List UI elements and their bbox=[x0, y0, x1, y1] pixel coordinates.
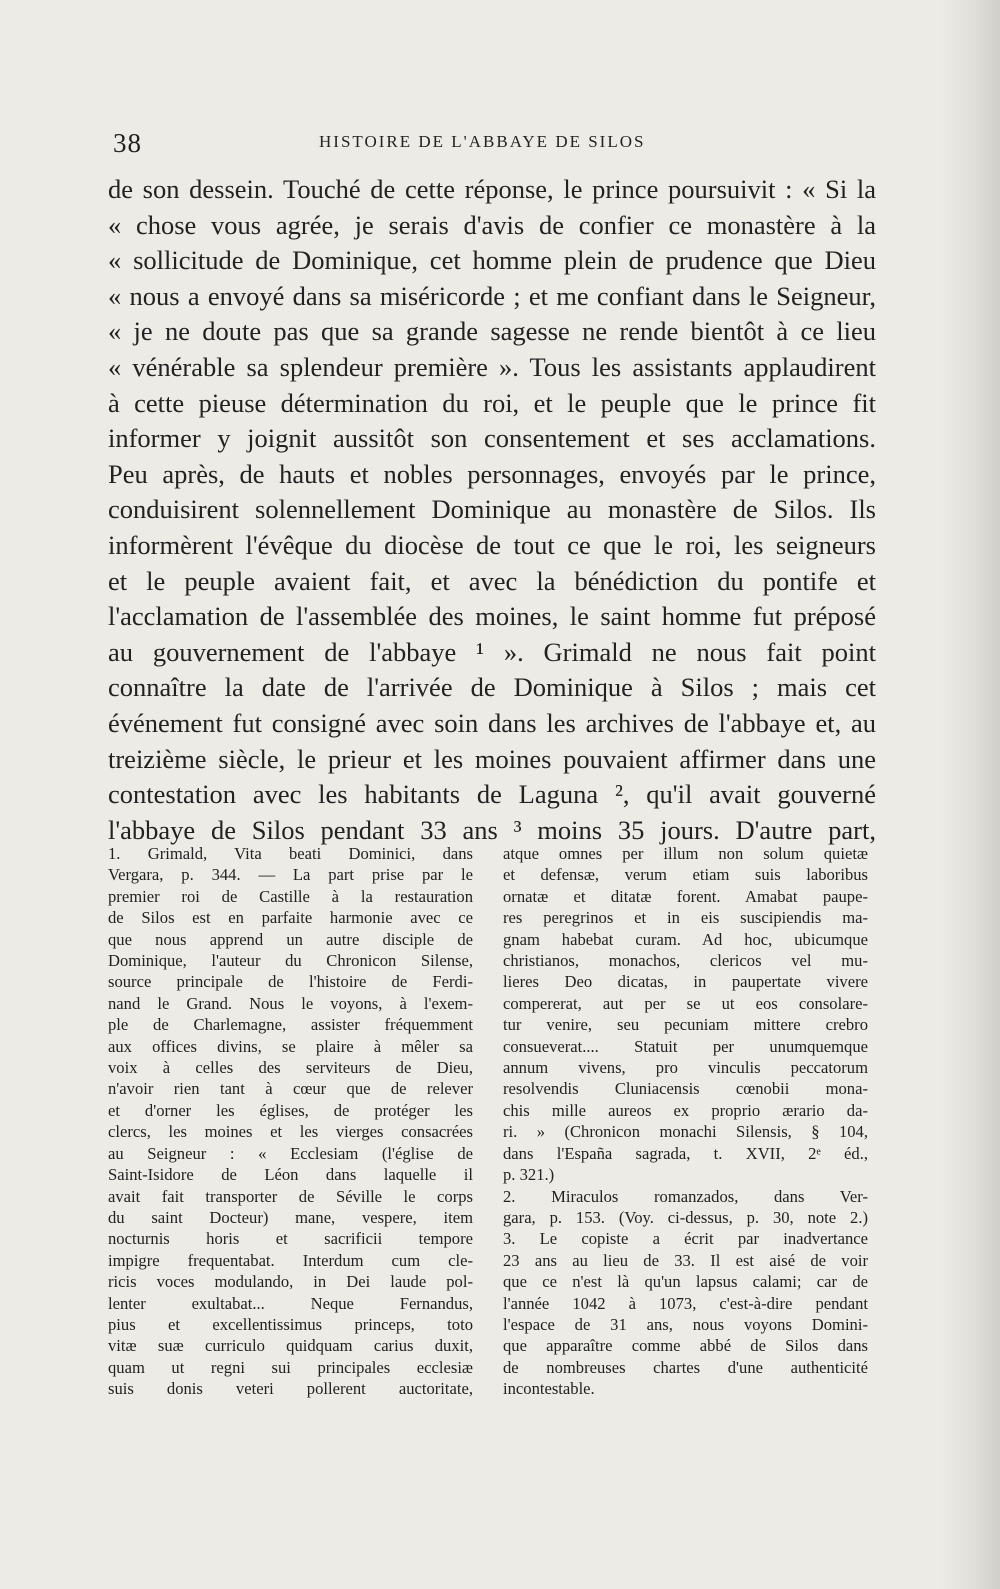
footnote-line: chis mille aureos ex proprio ærario da- bbox=[503, 1100, 868, 1120]
footnote-line: impigre frequentabat. Interdum cum cle- bbox=[108, 1250, 473, 1270]
text-line: l'abbaye de Silos pendant 33 ans ³ moins 35 jours. D'autre part, bbox=[108, 814, 876, 845]
text-line: à cette pieuse détermination du roi, et le peuple que le prince fit bbox=[108, 387, 876, 418]
footnote-line: dans l'España sagrada, t. XVII, 2ᵉ éd., bbox=[503, 1143, 868, 1163]
page-header bbox=[105, 122, 875, 162]
footnote-line: p. 321.) bbox=[503, 1165, 555, 1185]
text-line: « sollicitude de Dominique, cet homme plein de prudence que Dieu bbox=[108, 245, 876, 276]
page-edge-shadow bbox=[940, 0, 1000, 1589]
footnote-line: atque omnes per illum non solum quietæ bbox=[503, 844, 868, 863]
footnote-line: gnam habebat curam. Ad hoc, ubicumque bbox=[503, 929, 868, 949]
footnote-line: incontestable. bbox=[503, 1379, 595, 1399]
text-line: événement fut consigné avec soin dans les archives de l'abbaye et, au bbox=[108, 707, 876, 738]
footnotes-right-column bbox=[503, 843, 868, 1400]
footnote-line: aux offices divins, se plaire à mêler sa bbox=[108, 1036, 473, 1056]
footnote-line: ricis voces modulando, in Dei laude pol- bbox=[108, 1272, 473, 1292]
footnote-line: pius et excellentissimus princeps, toto bbox=[108, 1314, 473, 1334]
footnote-line: christianos, monachos, clericos vel mu- bbox=[503, 951, 868, 971]
text-line: treizième siècle, le prieur et les moines pouvaient affirmer dans une bbox=[108, 743, 876, 774]
footnote-line: ornatæ et ditatæ forent. Amabat paupe- bbox=[503, 886, 868, 906]
footnote-line: consueverat.... Statuit per unumquemque bbox=[503, 1036, 868, 1056]
footnote-line: source principale de l'histoire de Ferdi- bbox=[108, 972, 473, 992]
footnote-line: et defensæ, verum etiam suis laboribus bbox=[503, 865, 868, 885]
footnote-line: l'espace de 31 ans, nous voyons Domini- bbox=[503, 1314, 868, 1334]
footnote-line: que nous apprend un autre disciple de bbox=[108, 929, 473, 949]
footnote-line: voix à celles des serviteurs de Dieu, bbox=[108, 1058, 473, 1078]
text-line: et le peuple avaient fait, et avec la bénédiction du pontife et bbox=[108, 565, 876, 596]
footnote-line: Saint-Isidore de Léon dans laquelle il bbox=[108, 1165, 473, 1185]
footnote-line: annum vivens, pro vinculis peccatorum bbox=[503, 1058, 868, 1078]
footnote-line: compererat, aut per se ut eos consolare- bbox=[503, 993, 868, 1013]
text-line: l'acclamation de l'assemblée des moines, le saint homme fut préposé bbox=[108, 601, 876, 632]
footnote-line: de Silos est en parfaite harmonie avec ce bbox=[108, 908, 473, 928]
footnotes bbox=[108, 843, 878, 1443]
footnote-line: lenter exultabat... Neque Fernandus, bbox=[108, 1293, 473, 1313]
footnote-line: clercs, les moines et les vierges consacrées bbox=[108, 1122, 473, 1142]
footnote-line: premier roi de Castille à la restauration bbox=[108, 886, 473, 906]
footnote-line: que ce n'est là qu'un lapsus calami; car de bbox=[503, 1272, 868, 1292]
running-title: HISTOIRE DE L'ABBAYE DE SILOS bbox=[319, 132, 646, 151]
footnote-line: 3. Le copiste a écrit par inadvertance bbox=[503, 1229, 868, 1249]
footnote-line: Vergara, p. 344. — La part prise par le bbox=[108, 865, 473, 885]
footnote-line: 1. Grimald, Vita beati Dominici, dans bbox=[108, 844, 473, 863]
footnote-line: nand le Grand. Nous le voyons, à l'exem- bbox=[108, 993, 473, 1013]
footnote-line: avait fait transporter de Séville le corps bbox=[108, 1186, 473, 1206]
footnote-line: tur venire, seu pecuniam mittere crebro bbox=[503, 1015, 868, 1035]
text-line: Peu après, de hauts et nobles personnages, envoyés par le prince, bbox=[108, 458, 876, 489]
footnote-line: au Seigneur : « Ecclesiam (l'église de bbox=[108, 1143, 473, 1163]
text-line: « vénérable sa splendeur première ». Tous les assistants applaudirent bbox=[108, 351, 876, 382]
footnote-line: nocturnis horis et sacrificii tempore bbox=[108, 1229, 473, 1249]
footnote-line: que apparaître comme abbé de Silos dans bbox=[503, 1336, 868, 1356]
footnote-line: 2. Miraculos romanzados, dans Ver- bbox=[503, 1186, 868, 1206]
footnote-line: suis donis veteri pollerent auctoritate, bbox=[108, 1379, 473, 1399]
text-line: conduisirent solennellement Dominique au monastère de Silos. Ils bbox=[108, 494, 876, 525]
text-line: connaître la date de l'arrivée de Dominique à Silos ; mais cet bbox=[108, 672, 876, 703]
text-line: informèrent l'évêque du diocèse de tout ce que le roi, les seigneurs bbox=[108, 529, 876, 560]
main-text bbox=[108, 172, 876, 848]
text-line: « nous a envoyé dans sa miséricorde ; et me confiant dans le Seigneur, bbox=[108, 280, 876, 311]
footnote-line: lieres Deo dicatas, in paupertate vivere bbox=[503, 972, 868, 992]
text-line: au gouvernement de l'abbaye ¹ ». Grimald ne nous fait point bbox=[108, 636, 876, 667]
footnote-line: l'année 1042 à 1073, c'est-à-dire pendant bbox=[503, 1293, 868, 1313]
footnote-line: gara, p. 153. (Voy. ci-dessus, p. 30, note 2.) bbox=[503, 1207, 868, 1227]
footnote-line: de nombreuses chartes d'une authenticité bbox=[503, 1357, 868, 1377]
page-number: 38 bbox=[113, 128, 142, 158]
footnote-line: ple de Charlemagne, assister fréquemment bbox=[108, 1015, 473, 1035]
text-line: de son dessein. Touché de cette réponse, le prince poursuivit : « Si la bbox=[108, 174, 876, 204]
footnote-line: et d'orner les églises, de protéger les bbox=[108, 1100, 473, 1120]
footnote-line: quam ut regni sui principales ecclesiæ bbox=[108, 1357, 473, 1377]
footnote-line: du saint Docteur) mane, vespere, item bbox=[108, 1207, 473, 1227]
footnote-line: vitæ suæ curriculo quidquam carius duxit, bbox=[108, 1336, 473, 1356]
footnote-line: res peregrinos et in eis suscipiendis ma- bbox=[503, 908, 868, 928]
footnote-line: 23 ans au lieu de 33. Il est aisé de voir bbox=[503, 1250, 868, 1270]
text-line: contestation avec les habitants de Laguna ², qu'il avait gouverné bbox=[108, 779, 876, 810]
footnote-line: n'avoir rien tant à cœur que de relever bbox=[108, 1079, 473, 1099]
text-line: « chose vous agrée, je serais d'avis de confier ce monastère à la bbox=[108, 209, 876, 240]
footnotes-left-column bbox=[108, 843, 473, 1400]
text-line: « je ne doute pas que sa grande sagesse ne rende bientôt à ce lieu bbox=[108, 316, 876, 347]
text-line: informer y joignit aussitôt son consentement et ses acclamations. bbox=[108, 423, 876, 454]
footnote-line: Dominique, l'auteur du Chronicon Silense, bbox=[108, 951, 473, 971]
footnote-line: ri. » (Chronicon monachi Silensis, § 104, bbox=[503, 1122, 868, 1142]
footnote-line: resolvendis Cluniacensis cœnobii mona- bbox=[503, 1079, 868, 1099]
